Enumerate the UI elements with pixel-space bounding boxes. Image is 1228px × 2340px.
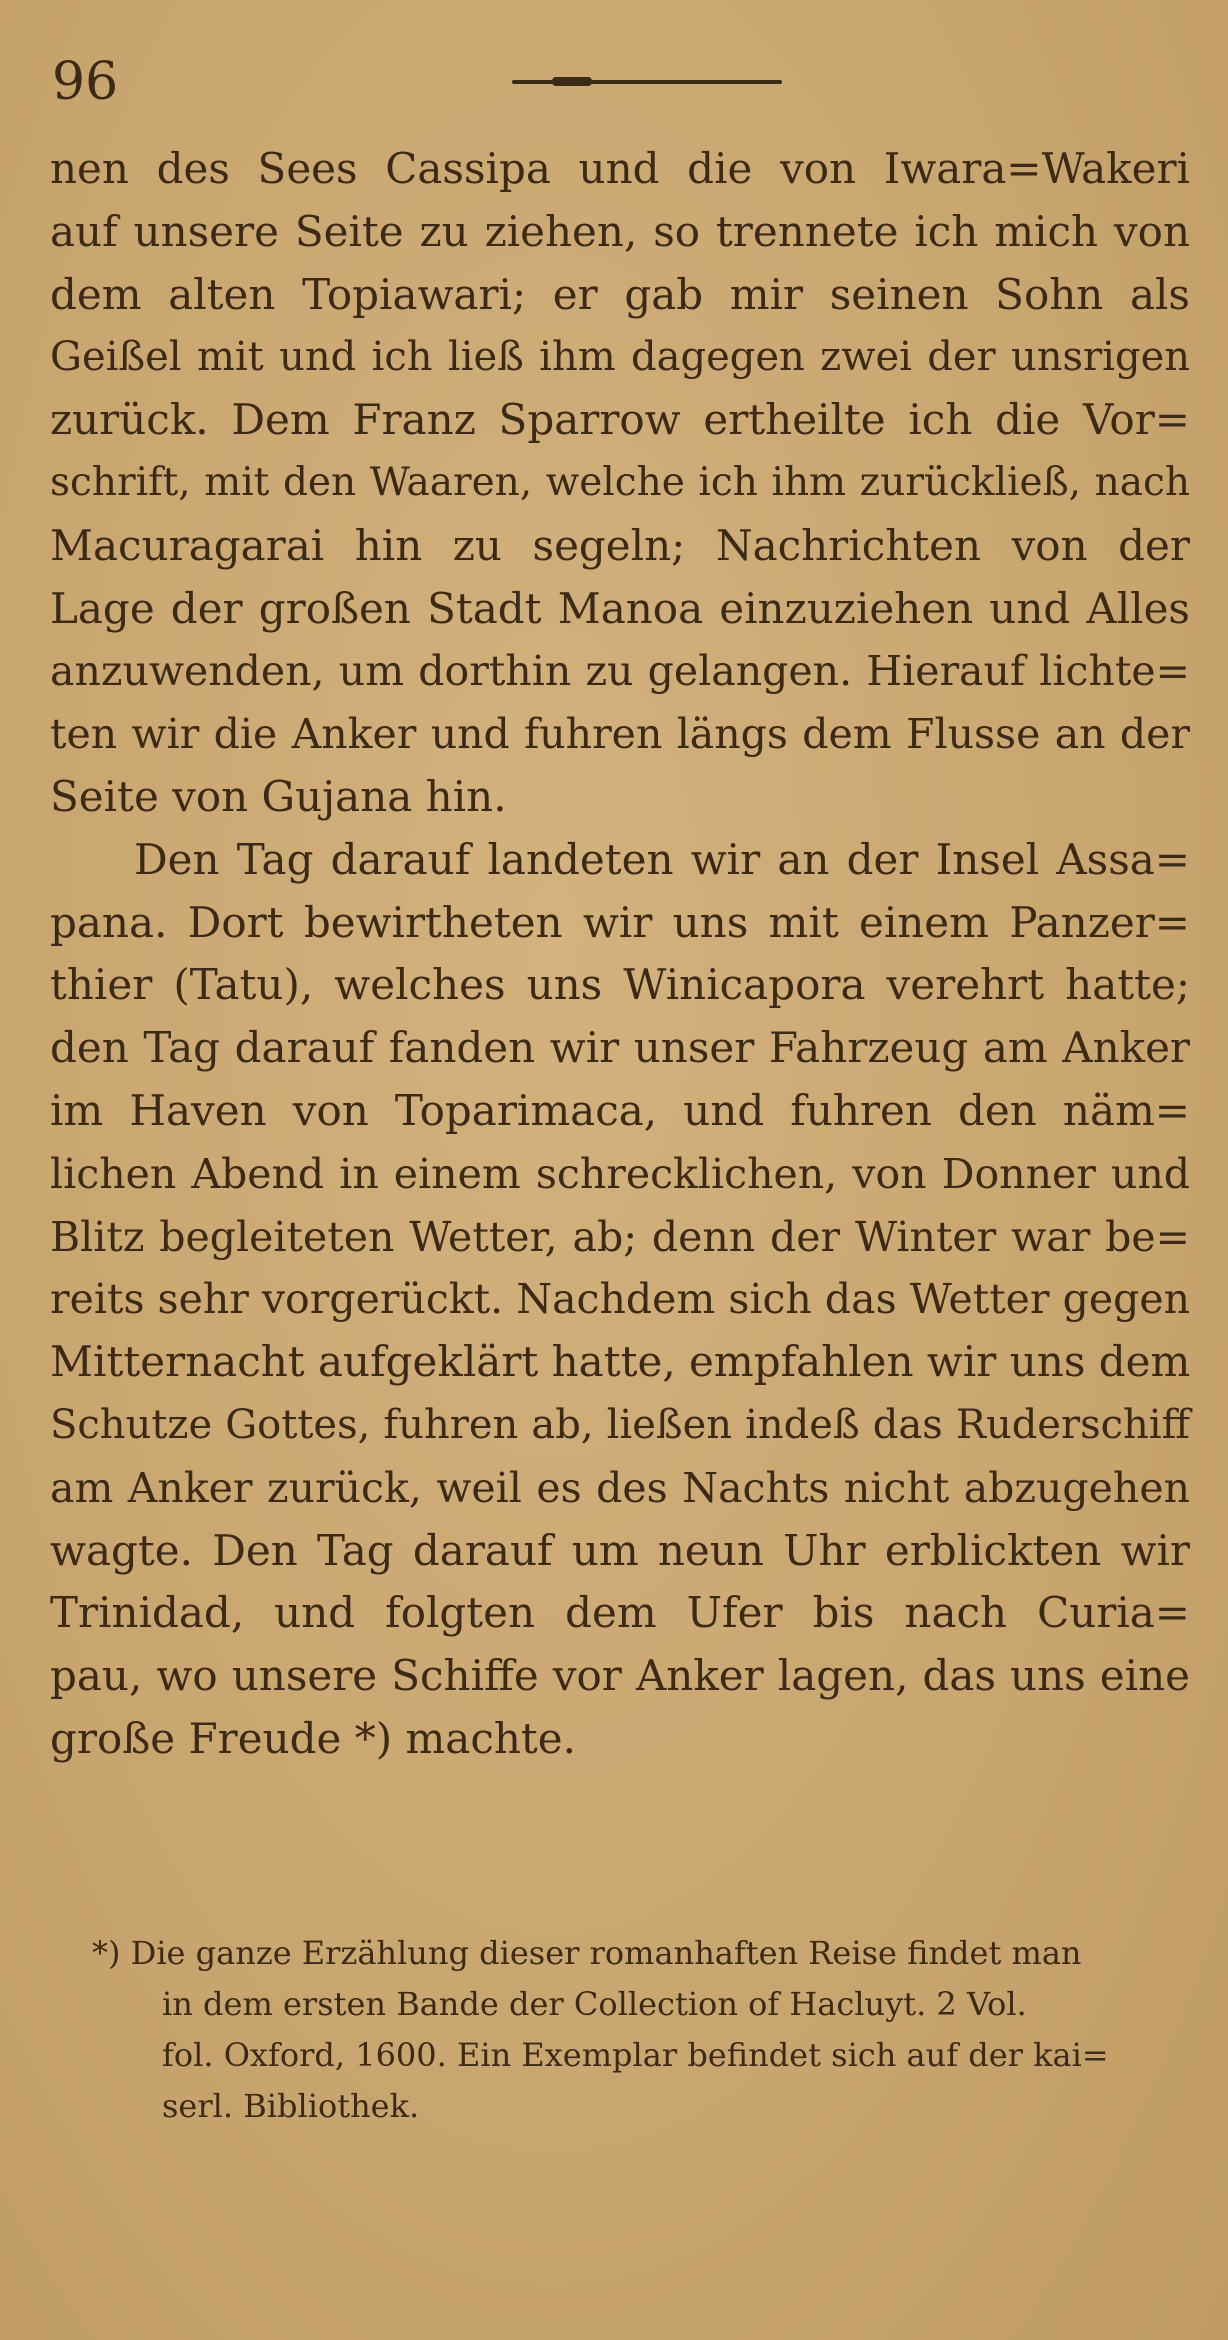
body-line: Trinidad, und folgten dem Ufer bis nach Curia= [50, 1588, 1190, 1638]
body-line: dem alten Topiawari; er gab mir seinen Sohn als [50, 269, 1190, 319]
body-line: Mitternacht aufgeklärt hatte, empfahlen wir uns dem [50, 1337, 1191, 1387]
page-header [52, 52, 752, 122]
body-line: im Haven von Toparimaca, und fuhren den näm= [50, 1085, 1190, 1135]
body-line: reits sehr vorgerückt. Nachdem sich das Wetter gegen [50, 1275, 1190, 1324]
body-line: nen des Sees Cassipa und die von Iwara=Wakeri [50, 144, 1190, 193]
footnote-line: serl. Bibliothek. [162, 2087, 420, 2125]
header-rule [512, 80, 782, 84]
footnote-line: fol. Oxford, 1600. Ein Exemplar befindet sich auf der kai= [162, 2036, 1109, 2074]
body-line: pana. Dort bewirtheten wir uns mit einem Panzer= [50, 897, 1190, 947]
body-line: Schutze Gottes, fuhren ab, ließen indeß das Ruderschiff [50, 1401, 1190, 1448]
body-line: zurück. Dem Franz Sparrow ertheilte ich die Vor= [50, 395, 1190, 445]
body-line: Seite von Gujana hin. [50, 771, 507, 821]
footnote-line: *) Die ganze Erzählung dieser romanhaften Reise findet man [92, 1934, 1082, 1972]
page-number: 96 [52, 52, 119, 112]
body-line: den Tag darauf fanden wir unser Fahrzeug am Anker [50, 1023, 1190, 1073]
body-line: am Anker zurück, weil es des Nachts nicht abzugehen [50, 1463, 1190, 1512]
body-line: schrift, mit den Waaren, welche ich ihm zurückließ, nach [50, 459, 1190, 505]
body-line: wagte. Den Tag darauf um neun Uhr erblickten wir [50, 1525, 1190, 1575]
footnote-line: in dem ersten Bande der Collection of Hacluyt. 2 Vol. [162, 1985, 1027, 2023]
paragraph-start-line: Den Tag darauf landeten wir an der Insel Assa= [134, 834, 1190, 884]
footnote [92, 1928, 1172, 2132]
body-line: lichen Abend in einem schrecklichen, von Donner und [50, 1149, 1190, 1198]
body-line: anzuwenden, um dorthin zu gelangen. Hierauf lichte= [50, 647, 1190, 696]
body-line: Blitz begleiteten Wetter, ab; denn der Winter war be= [50, 1212, 1190, 1261]
body-text [50, 138, 1190, 1771]
body-line: große Freude *) machte. [50, 1713, 576, 1763]
body-line: ten wir die Anker und fuhren längs dem Flusse an der [50, 710, 1190, 759]
body-line: Lage der großen Stadt Manoa einzuziehen und Alles [50, 583, 1190, 633]
body-line: thier (Tatu), welches uns Winicapora verehrt hatte; [50, 960, 1190, 1010]
body-line: auf unsere Seite zu ziehen, so trennete ich mich von [50, 206, 1190, 256]
body-line: Macuragarai hin zu segeln; Nachrichten von der [50, 520, 1190, 570]
body-line: Geißel mit und ich ließ ihm dagegen zwei der unsrigen [50, 334, 1190, 381]
body-line: pau, wo unsere Schiffe vor Anker lagen, das uns eine [50, 1651, 1190, 1701]
